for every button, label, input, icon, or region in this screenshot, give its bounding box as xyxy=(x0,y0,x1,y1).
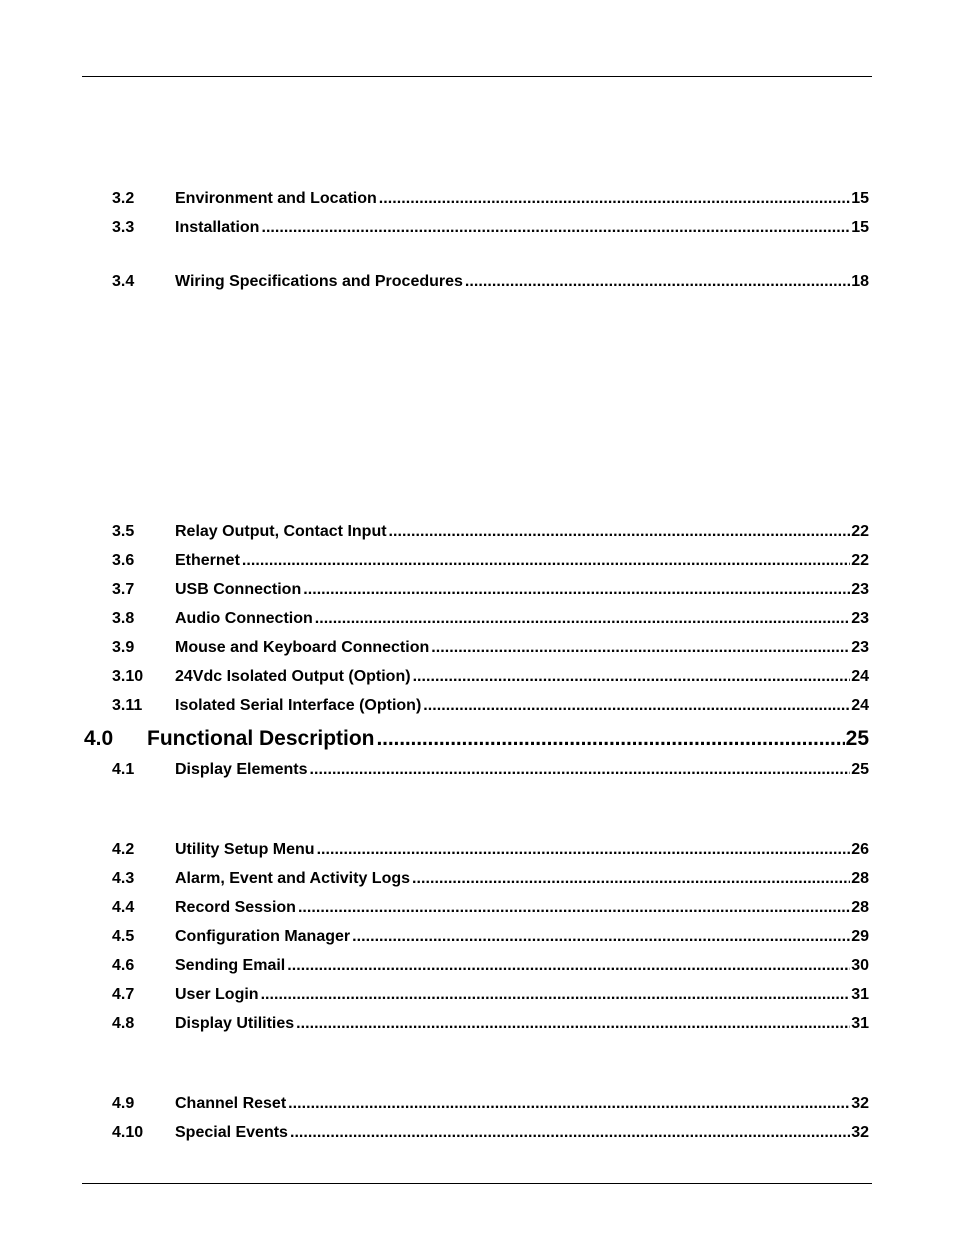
toc-entry-4-7[interactable] xyxy=(0,985,954,1005)
toc-entry-3-9[interactable] xyxy=(0,638,954,658)
section-title: Mouse and Keyboard Connection xyxy=(175,639,430,656)
toc-entry-3-3[interactable] xyxy=(0,218,954,238)
section-number: 3.2 xyxy=(112,190,135,207)
toc-entry-3-5[interactable] xyxy=(0,522,954,542)
section-number: 3.11 xyxy=(112,697,143,714)
section-title: Sending Email xyxy=(175,957,286,974)
section-title: Audio Connection xyxy=(175,610,313,627)
section-title: Ethernet xyxy=(175,552,240,569)
toc-entry-4-6[interactable] xyxy=(0,956,954,976)
dot-leader xyxy=(389,522,851,542)
section-number: 4.1 xyxy=(112,761,135,778)
section-title: Isolated Serial Interface (Option) xyxy=(175,697,422,714)
dot-leader xyxy=(288,1094,850,1114)
dot-leader xyxy=(296,1014,850,1034)
page-number: 15 xyxy=(851,219,869,236)
page-number: 18 xyxy=(851,273,869,290)
dot-leader xyxy=(413,667,851,687)
section-number: 3.3 xyxy=(112,219,135,236)
section-title: Wiring Specifications and Procedures xyxy=(175,273,463,290)
section-number: 3.8 xyxy=(112,610,135,627)
page-number: 32 xyxy=(851,1124,869,1141)
toc-entry-4-4[interactable] xyxy=(0,898,954,918)
toc-entry-3-4[interactable] xyxy=(0,272,954,292)
dot-leader xyxy=(412,869,850,889)
section-number: 3.6 xyxy=(112,552,135,569)
toc-entry-4-0[interactable] xyxy=(0,726,954,752)
section-title: Functional Description xyxy=(147,727,375,750)
section-title: USB Connection xyxy=(175,581,302,598)
page-number: 31 xyxy=(851,1015,869,1032)
footer-rule xyxy=(82,1183,872,1184)
dot-leader xyxy=(261,985,851,1005)
section-number: 4.5 xyxy=(112,928,135,945)
page-number: 32 xyxy=(851,1095,869,1112)
toc-entry-4-3[interactable] xyxy=(0,869,954,889)
page-number: 15 xyxy=(851,190,869,207)
page-number: 23 xyxy=(851,581,869,598)
toc-entry-4-10[interactable] xyxy=(0,1123,954,1143)
toc-entry-4-8[interactable] xyxy=(0,1014,954,1034)
page-number: 28 xyxy=(851,870,869,887)
section-title: Alarm, Event and Activity Logs xyxy=(175,870,411,887)
dot-leader xyxy=(465,272,850,292)
page-number: 24 xyxy=(851,697,869,714)
toc-entry-3-7[interactable] xyxy=(0,580,954,600)
page-number: 31 xyxy=(851,986,869,1003)
section-number: 4.0 xyxy=(84,727,114,750)
toc-entry-3-2[interactable] xyxy=(0,189,954,209)
section-title: Record Session xyxy=(175,899,296,916)
dot-leader xyxy=(261,218,850,238)
dot-leader xyxy=(377,726,845,752)
section-number: 4.4 xyxy=(112,899,135,916)
dot-leader xyxy=(303,580,850,600)
section-title: 24Vdc Isolated Output (Option) xyxy=(175,668,411,685)
section-number: 4.10 xyxy=(112,1124,144,1141)
dot-leader xyxy=(315,609,850,629)
section-title: User Login xyxy=(175,986,259,1003)
header-rule xyxy=(82,76,872,77)
dot-leader xyxy=(352,927,850,947)
section-number: 4.7 xyxy=(112,986,135,1003)
dot-leader xyxy=(287,956,850,976)
section-number: 3.5 xyxy=(112,523,135,540)
toc-entry-3-8[interactable] xyxy=(0,609,954,629)
toc-entry-4-1[interactable] xyxy=(0,760,954,780)
section-number: 3.7 xyxy=(112,581,135,598)
section-title: Display Elements xyxy=(175,761,308,778)
page-number: 28 xyxy=(851,899,869,916)
toc-entry-3-11[interactable] xyxy=(0,696,954,716)
section-number: 3.9 xyxy=(112,639,135,656)
page-number: 25 xyxy=(845,727,869,750)
page-number: 22 xyxy=(851,552,869,569)
section-title: Configuration Manager xyxy=(175,928,351,945)
dot-leader xyxy=(290,1123,850,1143)
section-number: 4.3 xyxy=(112,870,135,887)
section-title: Display Utilities xyxy=(175,1015,295,1032)
dot-leader xyxy=(310,760,851,780)
dot-leader xyxy=(431,638,850,658)
dot-leader xyxy=(317,840,851,860)
toc-entry-3-10[interactable] xyxy=(0,667,954,687)
section-title: Channel Reset xyxy=(175,1095,287,1112)
section-title: Installation xyxy=(175,219,260,236)
section-number: 4.8 xyxy=(112,1015,135,1032)
section-title: Utility Setup Menu xyxy=(175,841,315,858)
page-number: 24 xyxy=(851,668,869,685)
page-number: 22 xyxy=(851,523,869,540)
section-number: 3.10 xyxy=(112,668,144,685)
section-title: Relay Output, Contact Input xyxy=(175,523,387,540)
toc-entry-3-6[interactable] xyxy=(0,551,954,571)
toc-entry-4-9[interactable] xyxy=(0,1094,954,1114)
section-number: 4.9 xyxy=(112,1095,135,1112)
page-number: 26 xyxy=(851,841,869,858)
page-number: 25 xyxy=(851,761,869,778)
page-number: 23 xyxy=(851,639,869,656)
dot-leader xyxy=(242,551,850,571)
dot-leader xyxy=(298,898,850,918)
section-number: 3.4 xyxy=(112,273,135,290)
section-number: 4.6 xyxy=(112,957,135,974)
toc-entry-4-5[interactable] xyxy=(0,927,954,947)
toc-entry-4-2[interactable] xyxy=(0,840,954,860)
page-number: 30 xyxy=(851,957,869,974)
section-title: Special Events xyxy=(175,1124,288,1141)
dot-leader xyxy=(423,696,850,716)
section-title: Environment and Location xyxy=(175,190,377,207)
dot-leader xyxy=(379,189,850,209)
page-number: 29 xyxy=(851,928,869,945)
page-number: 23 xyxy=(851,610,869,627)
section-number: 4.2 xyxy=(112,841,135,858)
